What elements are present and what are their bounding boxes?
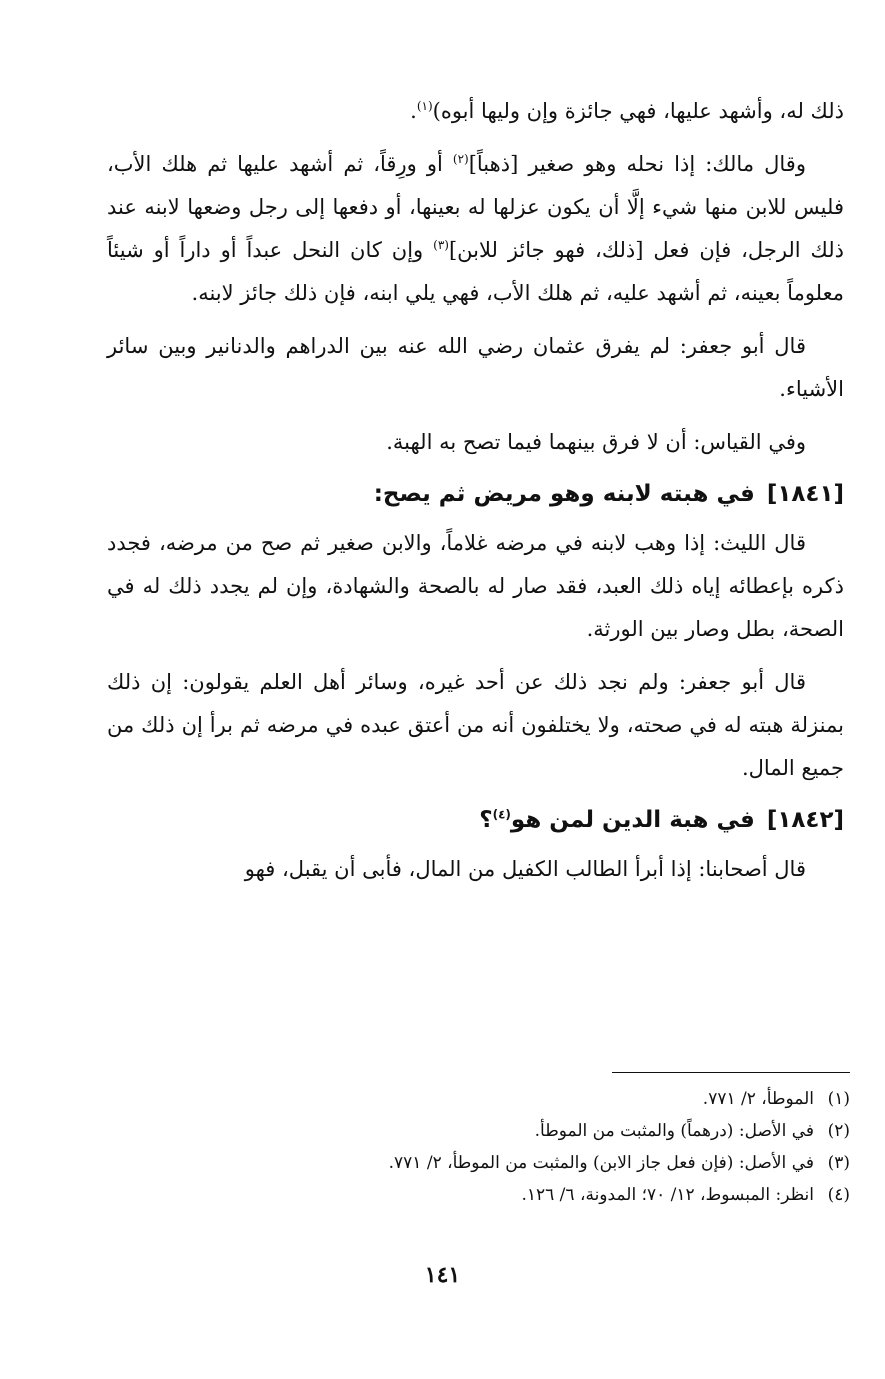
paragraph-2-text-a: وقال مالك: إذا نحله وهو صغير [ذهباً] <box>468 152 806 176</box>
page-body <box>107 90 844 901</box>
section-title-1842: في هبة الدين لمن هو <box>510 807 755 833</box>
footnote-number: (٤) <box>827 1185 850 1205</box>
paragraph-2-text-b: أو ورِقاً، ثم أشهد عليها ثم هلك الأب، فليس للابن منها شيء إلَّا أن يكون عزلها له بعينها، أو دفعها إلى رجل وضعها لابنه عند ذلك الرجل، فإن فعل [ذلك، فهو جائز للابن] <box>107 152 845 262</box>
section-heading-1841 <box>107 474 844 514</box>
paragraph-1 <box>107 90 844 133</box>
footnote-ref-1: (١) <box>416 99 433 113</box>
paragraph-7: قال أصحابنا: إذا أبرأ الطالب الكفيل من المال، فأبى أن يقبل، فهو <box>244 857 806 881</box>
paragraph-1-text: ذلك له، وأشهد عليها، فهي جائزة وإن وليها أبوه) <box>432 99 844 123</box>
page-number: ١٤١ <box>424 1262 461 1288</box>
paragraph-4: وفي القياس: أن لا فرق بينهما فيما تصح به الهبة. <box>386 430 806 454</box>
paragraph-2 <box>107 143 844 315</box>
footnote-ref-3: (٣) <box>433 238 449 252</box>
footnote-number: (٣) <box>827 1153 850 1173</box>
footnote-text: الموطأ، ٢/ ٧٧١. <box>702 1089 814 1109</box>
paragraph-5: قال الليث: إذا وهب لابنه في مرضه غلاماً، والابن صغير ثم صح من مرضه، فجدد ذكره بإعطائه إياه ذلك العبد، فقد صار له بالصحة والشهادة، وإن لم يجدد ذلك له في الصحة، بطل وصار بين الورثة. <box>107 531 844 641</box>
paragraph-6: قال أبو جعفر: ولم نجد ذلك عن أحد غيره، وسائر أهل العلم يقولون: إن ذلك بمنزلة هبته له في صحته، ولا يختلفون أنه من أعتق عبده في مرضه ثم برأ إن ذلك من جميع المال. <box>107 670 844 780</box>
footnote-divider <box>612 1072 850 1073</box>
section-heading-1842 <box>107 800 844 840</box>
footnote-text: في الأصل: (فإن فعل جاز الابن) والمثبت من الموطأ، ٢/ ٧٧١. <box>388 1153 814 1173</box>
section-number-1841: [١٨٤١] <box>766 481 844 507</box>
section-title-1842-end: ؟ <box>479 807 493 833</box>
footnote-number: (٢) <box>827 1121 850 1141</box>
footnote-text: في الأصل: (درهماً) والمثبت من الموطأ. <box>534 1121 814 1141</box>
footnote-4 <box>280 1179 850 1211</box>
paragraph-2-text-c: وإن كان النحل عبداً أو داراً أو شيئاً معلوماً بعينه، ثم أشهد عليه، ثم هلك الأب، فهي يلي ابنه، فإن ذلك جائز لابنه. <box>107 238 844 305</box>
footnote-3 <box>280 1147 850 1179</box>
paragraph-3: قال أبو جعفر: لم يفرق عثمان رضي الله عنه بين الدراهم والدنانير وبين سائر الأشياء. <box>107 334 844 401</box>
footnote-number: (١) <box>827 1089 850 1109</box>
footnote-text: انظر: المبسوط، ١٢/ ٧٠؛ المدونة، ٦/ ١٢٦. <box>521 1185 814 1205</box>
section-number-1842: [١٨٤٢] <box>766 807 844 833</box>
footnote-ref-2: (٢) <box>452 152 469 166</box>
paragraph-1-end: . <box>410 99 417 123</box>
section-title-1841: في هبته لابنه وهو مريض ثم يصح: <box>373 481 755 507</box>
footnotes <box>280 1072 850 1211</box>
footnote-ref-4: (٤) <box>492 807 511 822</box>
footnote-1 <box>280 1083 850 1115</box>
footnote-2 <box>280 1115 850 1147</box>
